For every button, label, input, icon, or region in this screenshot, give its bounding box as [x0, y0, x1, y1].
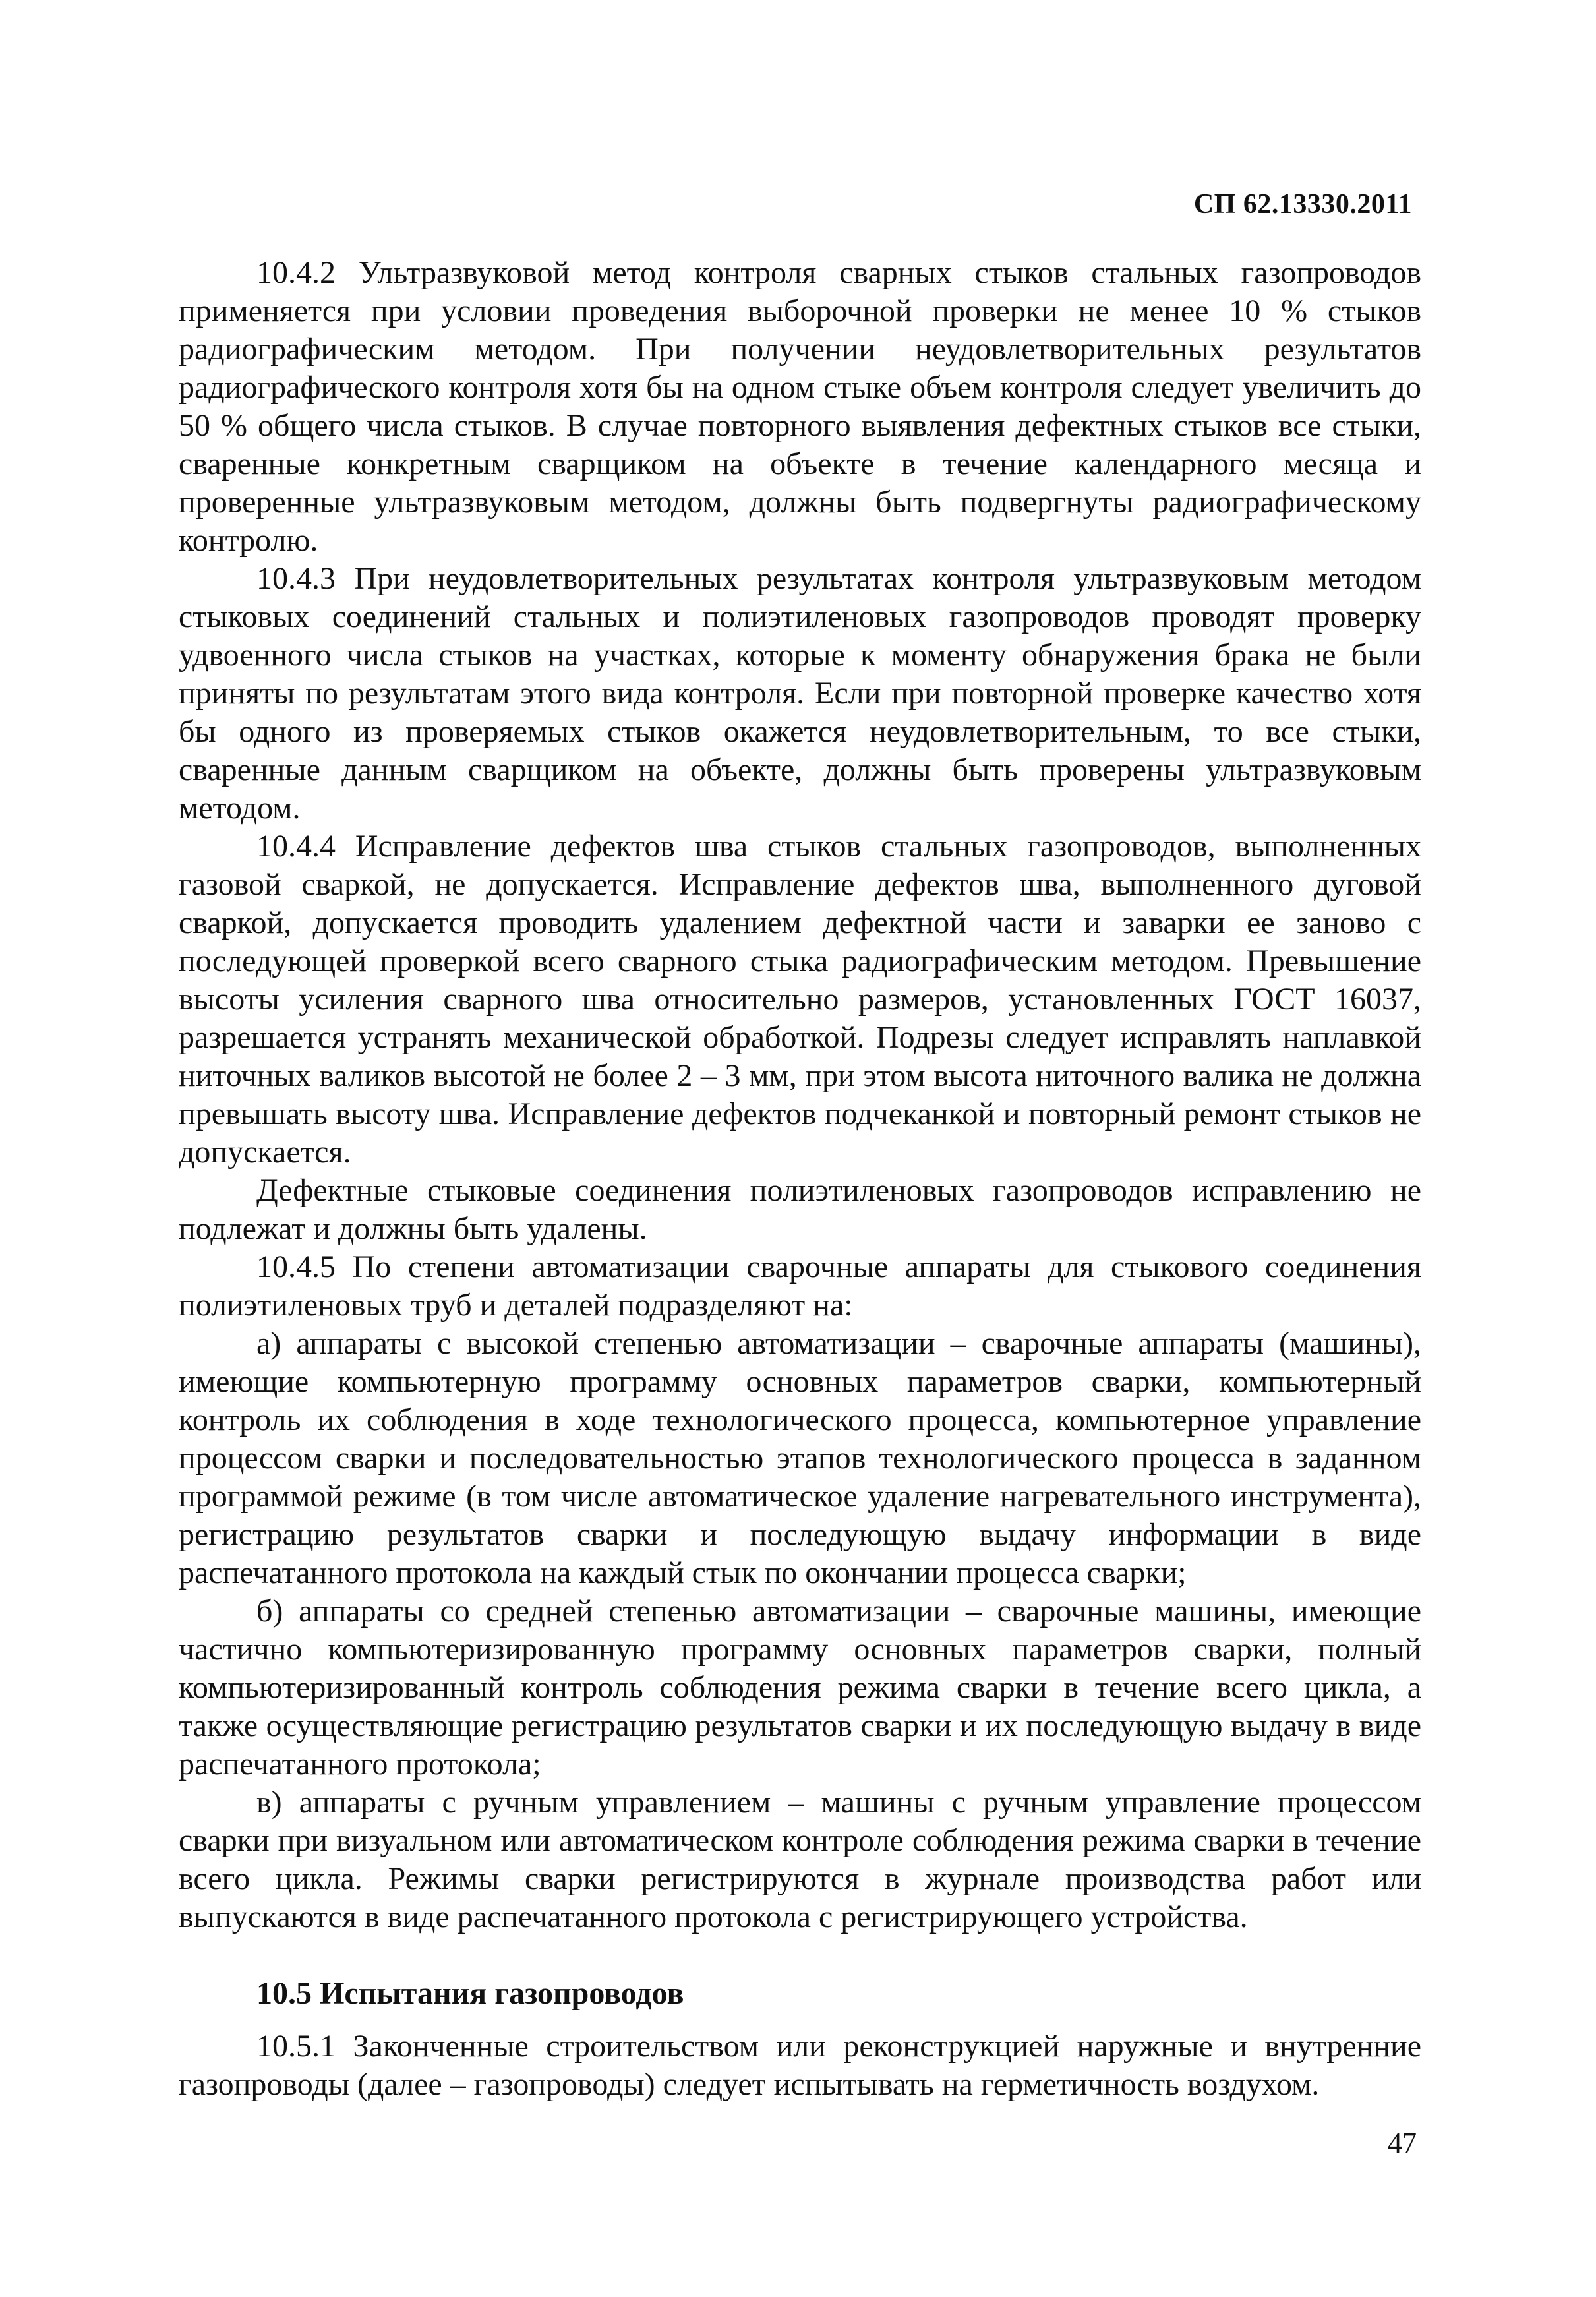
paragraph-10-4-5: 10.4.5 По степени автоматизации сварочные аппараты для стыкового соединения полиэтиленовых труб и деталей подразделяют на: — [179, 1249, 1421, 1323]
paragraph-10-4-3: 10.4.3 При неудовлетворительных результатах контроля ультразвуковым методом стыковых соединений стальных и полиэтиленовых газопроводов проводят проверку удвоенного числа стыков на участках, которые к моменту обнаружения брака не были приняты по результатам этого вида контроля. Если при повторной проверке качество хотя бы одного из проверяемых стыков окажется неудовлетворительным, то все стыки, сваренные данным сварщиком на объекте, должны быть проверены ультразвуковым методом. — [179, 561, 1421, 825]
paragraph-10-4-2: 10.4.2 Ультразвуковой метод контроля сварных стыков стальных газопроводов применяется при условии проведения выборочной проверки не менее 10 % стыков радиографическим методом. При получении неудовлетворительных результатов радиографического контроля хотя бы на одном стыке объем контроля следует увеличить до 50 % общего числа стыков. В случае повторного выявления дефектных стыков все стыки, сваренные конкретным сварщиком на объекте в течение календарного месяца и проверенные ультразвуковым методом, должны быть подвергнуты радиографическому контролю. — [179, 255, 1421, 558]
list-item-b: б) аппараты со средней степенью автоматизации – сварочные машины, имеющие частично компьютеризированную программу основных параметров сварки, полный компьютеризированный контроль соблюдения режима сварки в течение всего цикла, а также осуществляющие регистрацию результатов сварки и их последующую выдачу в виде распечатанного протокола; — [179, 1594, 1421, 1781]
section-heading-10-5: 10.5 Испытания газопроводов — [256, 1976, 684, 2011]
list-item-a: а) аппараты с высокой степенью автоматизации – сварочные аппараты (машины), имеющие компьютерную программу основных параметров сварки, компьютерный контроль их соблюдения в ходе технологического процесса, компьютерное управление процессом сварки и последовательностью этапов технологического процесса в заданном программой режиме (в том числе автоматическое удаление нагревательного инструмента), регистрацию результатов сварки и последующую выдачу информации в виде распечатанного протокола на каждый стык по окончании процесса сварки; — [179, 1326, 1421, 1590]
document-body — [179, 254, 1421, 2104]
paragraph-10-5-1: 10.5.1 Законченные строительством или реконструкцией наружные и внутренние газопроводы (далее – газопроводы) следует испытывать на герметичность воздухом. — [179, 2029, 1421, 2102]
document-code: СП 62.13330.2011 — [1193, 189, 1412, 220]
page-number: 47 — [1388, 2127, 1417, 2159]
paragraph-10-4-4: 10.4.4 Исправление дефектов шва стыков стальных газопроводов, выполненных газовой сваркой, не допускается. Исправление дефектов шва, выполненного дуговой сваркой, допускается проводить удалением дефектной части и заварки ее заново с последующей проверкой всего сварного стыка радиографическим методом. Превышение высоты усиления сварного шва относительно размеров, установленных ГОСТ 16037, разрешается устранять механической обработкой. Подрезы следует исправлять наплавкой ниточных валиков высотой не более 2 – 3 мм, при этом высота ниточного валика не должна превышать высоту шва. Исправление дефектов подчеканкой и повторный ремонт стыков не допускается. — [179, 829, 1421, 1170]
list-item-v: в) аппараты с ручным управлением – машины с ручным управление процессом сварки при визуальном или автоматическом контроле соблюдения режима сварки в течение всего цикла. Режимы сварки регистрируются в журнале производства работ или выпускаются в виде распечатанного протокола с регистрирующего устройства. — [179, 1785, 1421, 1934]
paragraph-defective-joints: Дефектные стыковые соединения полиэтиленовых газопроводов исправлению не подлежат и должны быть удалены. — [179, 1173, 1421, 1246]
